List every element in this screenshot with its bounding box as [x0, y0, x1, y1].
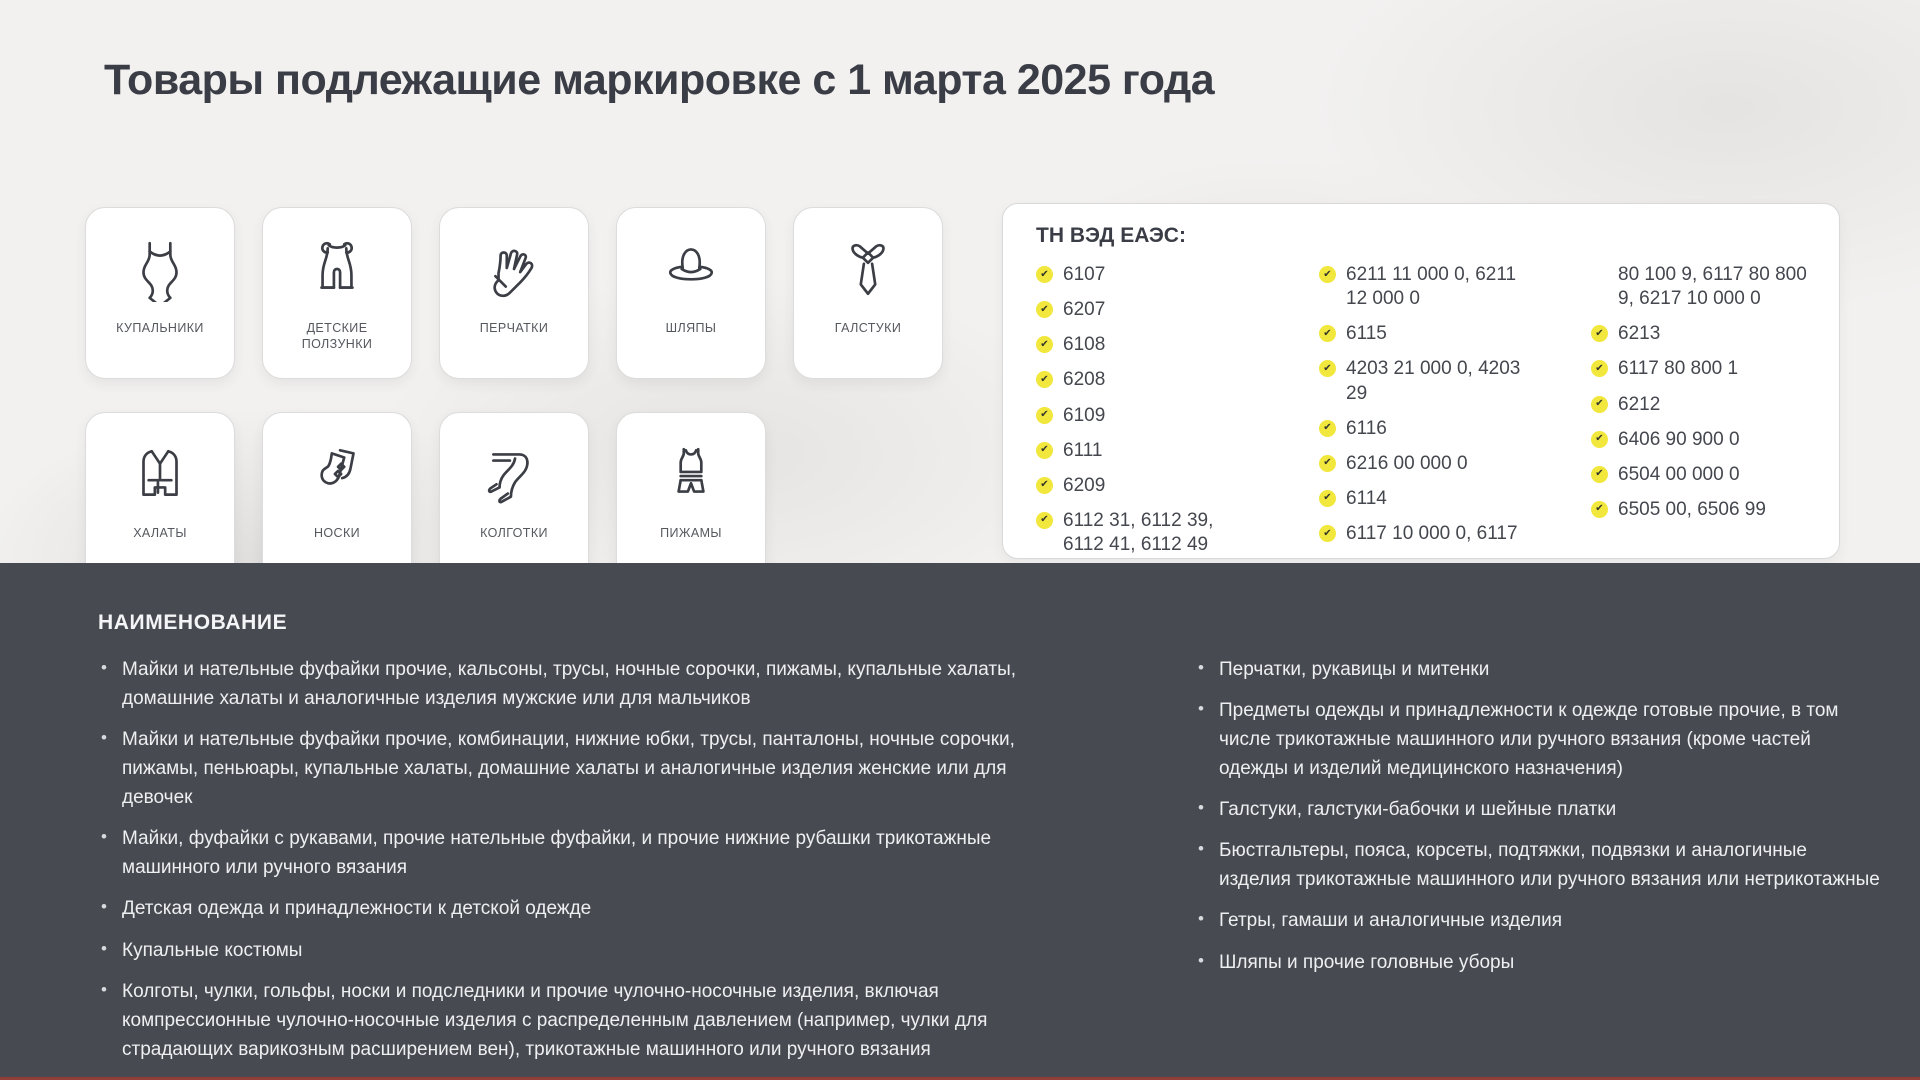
check-icon [1036, 266, 1053, 283]
check-icon [1319, 266, 1336, 283]
card-hats [616, 207, 766, 379]
tnved-code: 6208 [1063, 369, 1106, 391]
card-label: ПЕРЧАТКИ [479, 321, 549, 335]
check-icon [1591, 325, 1608, 342]
naming-item: • Предметы одежды и принадлежности к одежде готовые прочие, в том числе трикотажные машинного или ручного вязания (кроме частей одежды и изделий медицинского назначения) [1192, 696, 1882, 783]
naming-item: • Галстуки, галстуки-бабочки и шейные платки [1192, 795, 1882, 824]
tnved-code-item [1036, 298, 1236, 322]
tnved-header: ТН ВЭД ЕАЭС: [1036, 224, 1186, 247]
card-label: ДЕТСКИЕ ПОЛЗУНКИ [301, 321, 373, 352]
bathrobe-icon [127, 441, 193, 507]
swimsuit-icon [127, 236, 193, 302]
tnved-code-item [1591, 357, 1815, 381]
check-icon [1591, 360, 1608, 377]
tnved-code-item [1036, 474, 1236, 498]
baby-romper-icon [304, 236, 370, 302]
check-icon [1319, 490, 1336, 507]
card-label: КУПАЛЬНИКИ [116, 321, 204, 335]
tnved-code-item [1591, 393, 1815, 417]
naming-header: НАИМЕНОВАНИЕ [98, 611, 288, 634]
naming-item: • Майки и нательные фуфайки прочие, кальсоны, трусы, ночные сорочки, пижамы, купальные халаты, домашние халаты и аналогичные изделия мужские или для мальчиков [95, 655, 1075, 713]
glove-icon [481, 236, 547, 302]
naming-item: • Колготы, чулки, гольфы, носки и подследники и прочие чулочно-носочные изделия, включая компрессионные чулочно-носочные изделия с распределенным давлением (например, чулки для страдающих варикозным расширением вен), трикотажные машинного или ручного вязания [95, 977, 1075, 1064]
tnved-code: 6108 [1063, 334, 1106, 356]
naming-section [0, 563, 1920, 1080]
card-bathrobes [85, 412, 235, 584]
product-card-grid [85, 207, 943, 584]
check-icon [1591, 431, 1608, 448]
check-icon [1319, 360, 1336, 377]
tnved-code: 6114 [1346, 487, 1387, 509]
tnved-code-item [1319, 417, 1534, 441]
tnved-code: 6107 [1063, 264, 1106, 285]
tnved-code-item [1591, 263, 1815, 311]
naming-item: • Перчатки, рукавицы и митенки [1192, 655, 1882, 684]
tnved-code-item [1036, 509, 1236, 557]
check-icon [1036, 336, 1053, 353]
socks-icon [304, 441, 370, 507]
check-icon [1319, 325, 1336, 342]
check-icon [1591, 501, 1608, 518]
naming-item: • Майки, фуфайки с рукавами, прочие нательные фуфайки, и прочие нижние рубашки трикотажные машинного или ручного вязания [95, 824, 1075, 882]
tnved-code: 6116 [1346, 417, 1387, 439]
check-icon [1319, 420, 1336, 437]
card-pajamas [616, 412, 766, 584]
tnved-column-3 [1591, 263, 1815, 568]
card-label: ХАЛАТЫ [133, 526, 187, 540]
tnved-code: 6115 [1346, 323, 1387, 345]
card-socks [262, 412, 412, 584]
card-gloves [439, 207, 589, 379]
naming-item: • Детская одежда и принадлежности к детской одежде [95, 894, 1075, 923]
tnved-code: 6117 10 000 0, 6117 [1346, 523, 1518, 544]
tnved-code: 6209 [1063, 474, 1106, 496]
tnved-code-item [1591, 322, 1815, 346]
naming-item: • Шляпы и прочие головные уборы [1192, 948, 1882, 977]
necktie-icon [835, 236, 901, 302]
tnved-code: 6504 00 000 0 [1618, 463, 1740, 485]
check-icon [1319, 455, 1336, 472]
card-tights [439, 412, 589, 584]
check-icon [1036, 301, 1053, 318]
naming-item: • Купальные костюмы [95, 936, 1075, 965]
naming-item: • Майки и нательные фуфайки прочие, комбинации, нижние юбки, трусы, панталоны, ночные сорочки, пижамы, пеньюары, купальные халаты, домашние халаты и аналогичные изделия женские или для девочек [95, 725, 1075, 812]
check-icon [1591, 466, 1608, 483]
check-icon [1036, 477, 1053, 494]
check-icon [1036, 407, 1053, 424]
naming-list-left [95, 655, 1075, 1076]
tnved-code-item [1036, 439, 1236, 463]
card-label: НОСКИ [313, 526, 361, 540]
tnved-code: 6212 [1618, 393, 1661, 415]
check-icon [1591, 396, 1608, 413]
pajamas-icon [658, 441, 724, 507]
tnved-code: 6406 90 900 0 [1618, 428, 1740, 450]
tnved-code: 6111 [1063, 439, 1103, 461]
check-icon [1036, 371, 1053, 388]
check-icon [1036, 512, 1053, 529]
check-icon [1319, 525, 1336, 542]
tnved-code-item [1319, 263, 1534, 311]
page-title: Товары подлежащие маркировке с 1 марта 2025 года [104, 56, 1215, 104]
tnved-code-item [1036, 263, 1236, 287]
tnved-code: 6207 [1063, 299, 1106, 321]
tnved-code-item [1319, 322, 1534, 346]
tnved-code: 6213 [1618, 323, 1661, 345]
tights-icon [481, 441, 547, 507]
naming-item: • Гетры, гамаши и аналогичные изделия [1192, 906, 1882, 935]
tnved-code: 6109 [1063, 404, 1106, 426]
tnved-code: 80 100 9, 6117 80 800 9, 6217 10 000 0 [1618, 264, 1807, 310]
tnved-code: 6117 80 800 1 [1618, 358, 1739, 380]
sun-hat-icon [658, 236, 724, 302]
tnved-code-item [1319, 487, 1534, 511]
tnved-code-item [1036, 368, 1236, 392]
card-label: КОЛГОТКИ [480, 526, 548, 540]
naming-item: • Бюстгальтеры, пояса, корсеты, подтяжки, подвязки и аналогичные изделия трикотажные машинного или ручного вязания или нетрикотажные [1192, 836, 1882, 894]
card-neckties [793, 207, 943, 379]
card-label: ШЛЯПЫ [665, 321, 717, 335]
tnved-code: 6216 00 000 0 [1346, 452, 1468, 474]
tnved-code: 4203 21 000 0, 4203 29 [1346, 358, 1521, 404]
tnved-code-item [1591, 428, 1815, 452]
tnved-columns [1036, 263, 1819, 568]
naming-list-right [1192, 655, 1882, 1076]
tnved-column-1 [1036, 263, 1236, 568]
tnved-code-item [1591, 463, 1815, 487]
tnved-code: 6505 00, 6506 99 [1618, 498, 1766, 520]
tnved-code-item [1319, 452, 1534, 476]
tnved-code-item [1036, 404, 1236, 428]
tnved-code-item [1319, 522, 1534, 546]
tnved-column-2 [1319, 263, 1534, 568]
card-label: ПИЖАМЫ [660, 526, 722, 540]
card-swimsuits [85, 207, 235, 379]
check-icon [1036, 442, 1053, 459]
card-baby-rompers [262, 207, 412, 379]
tnved-code: 6112 31, 6112 39, 6112 41, 6112 49 [1063, 509, 1214, 555]
tnved-code-item [1591, 498, 1815, 522]
tnved-code-item [1036, 333, 1236, 357]
tnved-code-item [1319, 357, 1534, 405]
tnved-panel [1002, 203, 1840, 559]
tnved-code: 6211 11 000 0, 6211 12 000 0 [1346, 264, 1517, 310]
card-label: ГАЛСТУКИ [834, 321, 902, 335]
